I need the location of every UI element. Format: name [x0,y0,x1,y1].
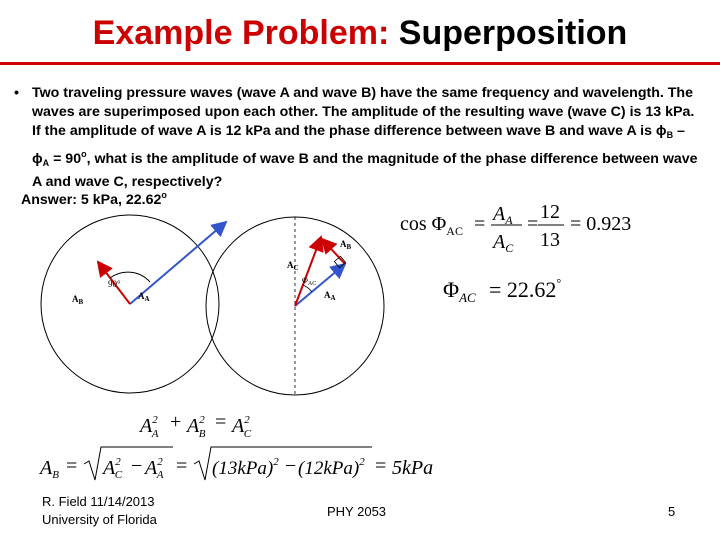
svg-text:5kPa: 5kPa [392,457,434,479]
svg-text:A2A: $A^2$ A [145,456,164,481]
page-number: 5 [668,504,676,519]
svg-text:12: 12 [540,201,560,223]
svg-text:AB: $A_B$ [40,457,59,481]
footer-author [42,493,157,529]
problem-text-3: , what is the amplitude of wave B and the magnitude of the phase difference between wave A and wave C, respectively? [32,151,698,190]
cos-equation [400,201,631,255]
svg-text:=: = [176,455,188,477]
svg-text:+: + [170,411,182,433]
svg-text:= 0.923: = 0.923 [570,213,632,235]
svg-text:A2B: $A^2$ B [187,414,206,440]
svg-text:13: 13 [540,229,560,251]
left-ab-label: $A_B$ [72,294,84,306]
svg-text:=: = [527,213,539,235]
right-ab-label: $A_B$ [340,239,352,251]
degree-sup: o [81,149,87,159]
svg-text:ΦAC: $\Phi_{AC}$ [443,277,476,305]
phi-symbol-2: ϕ [32,151,43,167]
pythagorean-equation [138,411,252,440]
minus-sign: – [673,123,685,139]
svg-text:=: = [474,213,486,235]
svg-text:−: − [285,455,297,477]
phi-sub-a: A [42,158,50,168]
left-angle-label: 90° [108,279,121,289]
right-ac-label: $A_C$ [287,260,299,272]
ab-equation [38,447,433,481]
footer-institution: University of Florida [42,512,157,527]
phi-sub-b: B [666,130,674,140]
footer-author-line: R. Field 11/14/2013 [42,494,155,509]
title-main: Superposition [398,14,628,52]
footer-course: PHY 2053 [327,504,387,519]
phi-symbol: ϕ [655,123,667,139]
svg-text:(13kPa)2: $(13kPa)^2$ [212,456,279,479]
svg-text:AA: $A_A$ [493,203,513,227]
svg-text:AC: $A_C$ [493,231,514,255]
svg-text:=: = [66,455,78,477]
svg-text:A2A: $A^2$ A [140,414,159,440]
svg-text:cos ΦAC: $\cos \Phi_{AC}$ [400,213,463,238]
svg-text:=: = [375,455,387,477]
phi-equation [443,276,561,305]
right-phasor-diagram [206,217,384,395]
svg-text:= 22.62°: = 22.62° [489,276,562,302]
answer-text: Answer: 5 kPa, 22.62 [21,192,162,208]
svg-text:(12kPa)2: $(12kPa)^2$ [298,456,365,479]
svg-text:A2C: $A^2$ C [232,414,252,440]
svg-text:−: − [131,455,143,477]
problem-text-1: Two traveling pressure waves (wave A and wave B) have the same frequency and wavelength. The waves are superimposed upon each other. The amplitude of the resulting wave (wave C) is 13 kPa. If the amplitude of wave A is 12 kPa and the phase difference between wave B and wave A is [32,85,695,139]
answer-degree: o [161,190,167,200]
title-prefix: Example Problem: [92,14,390,52]
problem-text-2: = 90 [49,151,82,167]
right-phi-label: $\Phi_{AC}$ [302,276,317,287]
svg-text:A2C: $A^2$ C [103,456,123,481]
left-phasor-diagram [41,215,226,393]
right-aa-label: $A_A$ [324,290,336,302]
svg-text:=: = [215,411,227,433]
bullet-glyph: • [14,85,19,101]
left-aa-label: $A_A$ [138,291,150,303]
